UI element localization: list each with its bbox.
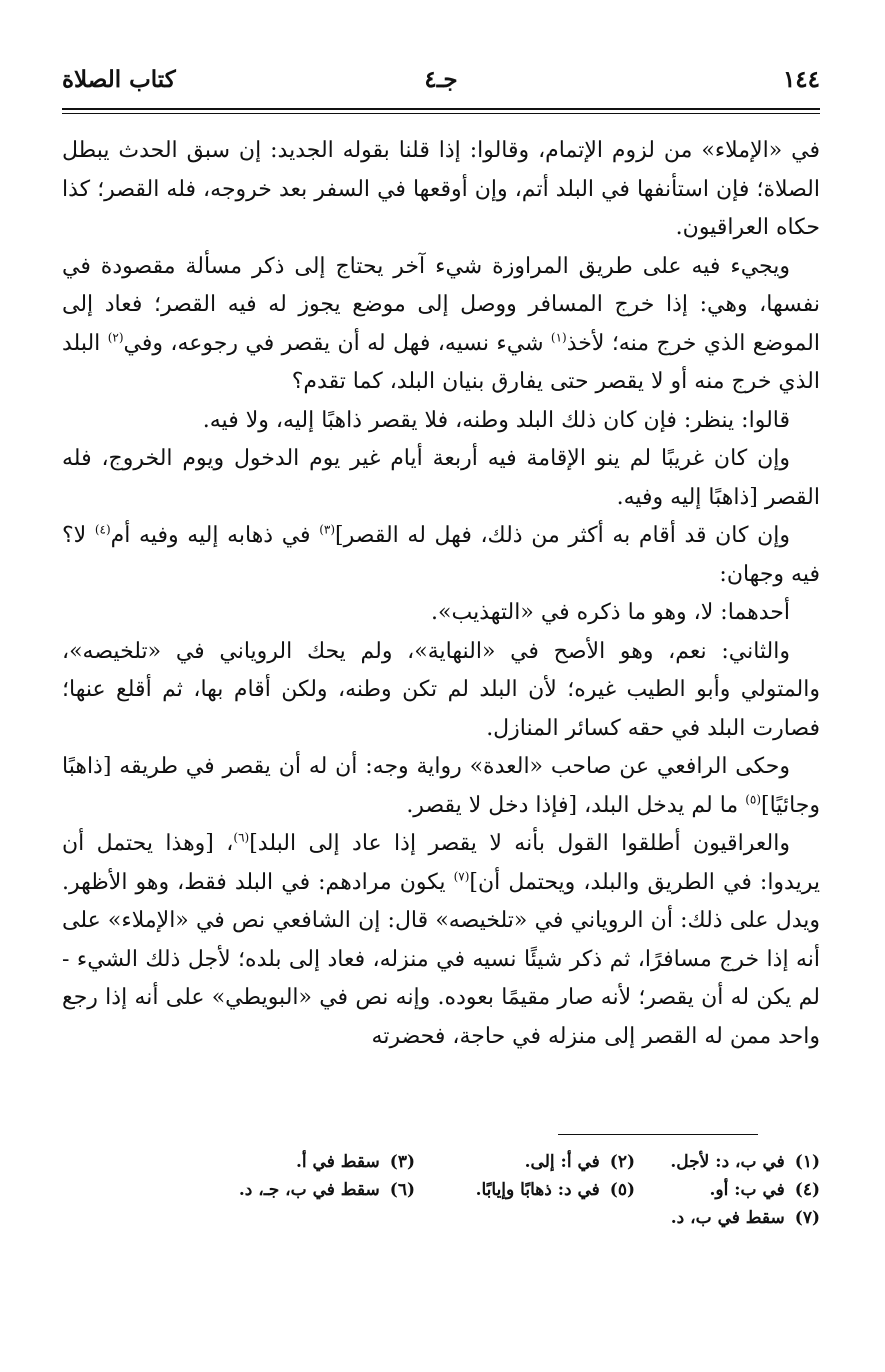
footnotes — [62, 1148, 820, 1232]
paragraph-text: يكون مرادهم: في البلد فقط، وهو الأظهر. ويدل على ذلك: أن الروياني في «تلخيصه» قال: إن الشافعي نص في «الإملاء» على أنه إذا خرج مسافرًا، ثم ذكر شيئًا نسيه في منزله، فعاد إلى بلده؛ لأجل ذلك الشيء - لم يكن له أن يقصر؛ لأنه صار مقيمًا بعوده. وإنه نص في «البويطي» على أنه إذا رجع واحد ممن له القصر إلى منزله في حاجة، فحضرته — [62, 869, 820, 1049]
paragraph-text: شيء نسيه، فهل له أن يقصر في رجوعه، وفي — [123, 330, 551, 356]
paragraph-text: قالوا: ينظر: فإن كان ذلك البلد وطنه، فلا يقصر ذاهبًا إليه، ولا فيه. — [202, 407, 790, 433]
page — [62, 66, 820, 1056]
footnote-item — [415, 1148, 635, 1176]
footnote-row — [62, 1204, 820, 1232]
footnote-reference: (٤) — [94, 522, 111, 537]
paragraph — [62, 633, 820, 749]
footnote-number: (١) — [794, 1152, 820, 1172]
paragraph-text: أحدهما: لا، وهو ما ذكره في «التهذيب». — [431, 600, 790, 625]
paragraph — [62, 825, 820, 1056]
footnote-text: سقط في ب، جـ، د. — [238, 1180, 380, 1200]
header-rule-thin — [62, 113, 820, 114]
paragraph — [62, 594, 820, 633]
paragraph-text: وحكى الرافعي عن صاحب «العدة» رواية وجه: أن له أن يقصر في طريقه [ذاهبًا وجائيًا] — [62, 754, 820, 818]
footnote-item — [635, 1204, 820, 1232]
paragraph — [62, 132, 820, 248]
footnote-text: في ب، د: لأجل. — [670, 1152, 785, 1172]
footnote-reference: (١) — [550, 330, 567, 345]
footnote-item — [230, 1148, 415, 1176]
footnote-text: سقط في ب، د. — [670, 1208, 785, 1228]
main-text — [62, 132, 820, 1056]
running-header — [62, 66, 820, 102]
paragraph — [62, 517, 820, 594]
footnote-item — [230, 1176, 415, 1204]
paragraph-text: ما لم يدخل البلد، [فإذا دخل لا يقصر. — [406, 792, 746, 818]
book-title: كتاب الصلاة — [62, 66, 176, 93]
paragraph-text: ويجيء فيه على طريق المراوزة شيء آخر يحتاج إلى ذكر مسألة مقصودة في نفسها، وهي: إذا خرج المسافر ووصل إلى موضع يجوز له فيه القصر؛ فعاد إلى الموضع الذي خرج منه؛ لأخذ — [62, 253, 820, 356]
footnote-item — [635, 1148, 820, 1176]
volume-label: جـ٤ — [424, 66, 458, 93]
footnote-text: في أ: إلى. — [524, 1152, 600, 1172]
footnote-text: في د: ذهابًا وإيابًا. — [475, 1180, 600, 1200]
header-rule-thick — [62, 108, 820, 110]
paragraph-text: والثاني: نعم، وهو الأصح في «النهاية»، ولم يحك الروياني في «تلخيصه»، والمتولي وأبو الطيب غيره؛ لأن البلد لم تكن وطنه، ولكن أقام بها، ثم أقلع عنها؛ فصارت البلد في حقه كسائر المنازل. — [62, 638, 820, 741]
paragraph-text: وإن كان غريبًا لم ينو الإقامة فيه أربعة أيام غير يوم الدخول ويوم الخروج، فله القصر [ذاهبًا إليه وفيه. — [62, 446, 820, 510]
footnote-reference: (٢) — [107, 330, 124, 345]
paragraph-text: وإن كان قد أقام به أكثر من ذلك، فهل له القصر] — [335, 523, 790, 548]
paragraph-text: والعراقيون أطلقوا القول بأنه لا يقصر إذا عاد إلى البلد] — [249, 831, 790, 856]
footnote-reference: (٦) — [233, 830, 250, 845]
paragraph-text: في ذهابه إليه وفيه أم — [110, 523, 320, 548]
footnote-number: (٦) — [389, 1180, 415, 1200]
footnote-separator — [558, 1134, 758, 1135]
footnote-item — [415, 1176, 635, 1204]
footnote-number: (٤) — [794, 1180, 820, 1200]
footnote-number: (٢) — [609, 1152, 635, 1172]
paragraph — [62, 748, 820, 825]
paragraph-text: لا؟ فيه وجهان: — [62, 523, 820, 587]
footnote-number: (٧) — [794, 1208, 820, 1228]
footnote-row — [62, 1176, 820, 1204]
paragraph — [62, 248, 820, 402]
paragraph — [62, 402, 820, 441]
footnote-reference: (٣) — [319, 522, 336, 537]
footnote-text: في ب: أو. — [709, 1180, 785, 1200]
paragraph-text: ، [وهذا يحتمل أن يريدوا: في الطريق والبلد، ويحتمل أن] — [62, 831, 820, 895]
paragraph-text: البلد الذي خرج منه أو لا يقصر حتى يفارق بنيان البلد، كما تقدم؟ — [62, 330, 820, 394]
paragraph — [62, 440, 820, 517]
footnote-text: سقط في أ. — [296, 1152, 380, 1172]
page-number: ١٤٤ — [782, 66, 820, 93]
footnote-row — [62, 1148, 820, 1176]
paragraph-text: في «الإملاء» من لزوم الإتمام، وقالوا: إذا قلنا بقوله الجديد: إن سبق الحدث يبطل الصلاة؛ فإن استأنفها في البلد أتم، وإن أوقعها في السفر بعد خروجه، فله القصر؛ كذا حكاه العراقيون. — [62, 138, 820, 240]
footnote-reference: (٥) — [745, 792, 762, 807]
footnote-number: (٣) — [389, 1152, 415, 1172]
footnote-item — [635, 1176, 820, 1204]
footnote-number: (٥) — [609, 1180, 635, 1200]
footnote-reference: (٧) — [453, 869, 470, 884]
